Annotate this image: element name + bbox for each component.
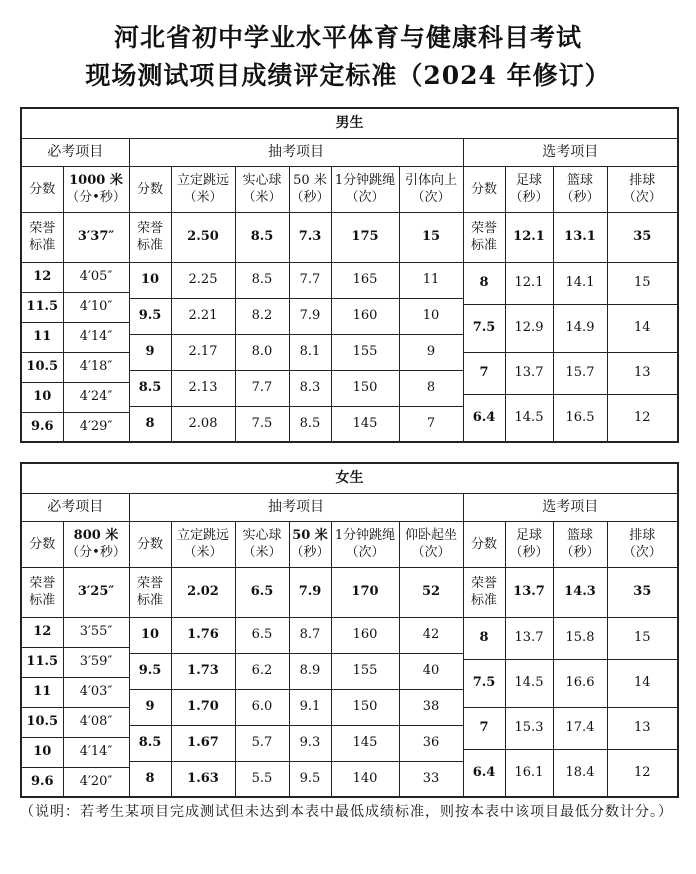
required-score-cell: 10 bbox=[21, 382, 63, 412]
draw-ball-cell: 6.0 bbox=[235, 689, 289, 725]
footnote: （说明：若考生某项目完成测试但未达到本表中最低成绩标准，则按本表中该项目最低分数计分。） bbox=[20, 804, 673, 820]
run-col-name: 1000 米 bbox=[69, 173, 123, 188]
score-col-header: 分数 bbox=[463, 166, 505, 212]
dash-col-header bbox=[289, 166, 331, 212]
elective-score-cell: 6.4 bbox=[463, 749, 505, 797]
required-run-cell: 3′59″ bbox=[63, 647, 129, 677]
rope-col-name: 1分钟跳绳 bbox=[334, 173, 396, 188]
elective-section-header: 选考项目 bbox=[463, 138, 678, 166]
draw-jump-cell: 1.63 bbox=[171, 761, 235, 797]
basketball-col-name: 篮球 bbox=[566, 528, 593, 543]
draw-score-cell: 9 bbox=[129, 334, 171, 370]
extra-col-header bbox=[399, 521, 463, 567]
draw-section-header: 抽考项目 bbox=[129, 493, 463, 521]
required-run-cell: 4′29″ bbox=[63, 412, 129, 442]
ball-col-unit: （米） bbox=[242, 545, 282, 560]
ball-col-header bbox=[235, 166, 289, 212]
draw-score-cell: 10 bbox=[129, 262, 171, 298]
rope-col-name: 1分钟跳绳 bbox=[334, 528, 396, 543]
draw-rope-cell: 145 bbox=[331, 725, 399, 761]
honor-label-line: 标准 bbox=[29, 238, 56, 253]
honor-rope-cell: 175 bbox=[331, 212, 399, 262]
extra-col-name: 仰卧起坐 bbox=[404, 528, 457, 543]
football-col-unit: （秒） bbox=[509, 190, 549, 205]
draw-jump-cell: 1.67 bbox=[171, 725, 235, 761]
honor-dash-cell: 7.3 bbox=[289, 212, 331, 262]
extra-col-unit: （次） bbox=[411, 190, 451, 205]
female-standards-table bbox=[20, 462, 679, 798]
elective-volleyball-cell: 14 bbox=[607, 304, 678, 352]
ball-col-name: 实心球 bbox=[242, 173, 282, 188]
required-section-header: 必考项目 bbox=[21, 138, 129, 166]
draw-rope-cell: 140 bbox=[331, 761, 399, 797]
run-col-name: 800 米 bbox=[73, 528, 119, 543]
rope-col-header bbox=[331, 521, 399, 567]
honor-football-cell: 13.7 bbox=[505, 567, 553, 617]
elective-score-cell: 8 bbox=[463, 617, 505, 659]
elective-football-cell: 14.5 bbox=[505, 394, 553, 442]
draw-score-cell: 10 bbox=[129, 617, 171, 653]
required-run-cell: 4′14″ bbox=[63, 322, 129, 352]
required-run-cell: 4′14″ bbox=[63, 737, 129, 767]
elective-basketball-cell: 14.9 bbox=[553, 304, 607, 352]
honor-label-line: 荣誉 bbox=[136, 576, 163, 591]
honor-label-line: 标准 bbox=[470, 238, 497, 253]
jump-col-name: 立定跳远 bbox=[176, 528, 229, 543]
basketball-col-unit: （秒） bbox=[560, 190, 600, 205]
rope-col-unit: （次） bbox=[345, 190, 385, 205]
honor-label-line: 标准 bbox=[470, 593, 497, 608]
elective-football-cell: 14.5 bbox=[505, 659, 553, 707]
draw-dash-cell: 8.1 bbox=[289, 334, 331, 370]
volleyball-col-header bbox=[607, 166, 678, 212]
draw-ball-cell: 7.7 bbox=[235, 370, 289, 406]
elective-volleyball-cell: 12 bbox=[607, 394, 678, 442]
jump-col-header bbox=[171, 166, 235, 212]
draw-jump-cell: 2.08 bbox=[171, 406, 235, 442]
draw-ball-cell: 8.5 bbox=[235, 262, 289, 298]
elective-volleyball-cell: 15 bbox=[607, 617, 678, 659]
honor-label-line: 荣誉 bbox=[470, 576, 497, 591]
dash-col-name: 50 米 bbox=[292, 528, 328, 543]
honor-label bbox=[463, 567, 505, 617]
elective-football-cell: 15.3 bbox=[505, 707, 553, 749]
elective-score-cell: 8 bbox=[463, 262, 505, 304]
draw-jump-cell: 1.73 bbox=[171, 653, 235, 689]
draw-extra-cell: 40 bbox=[399, 653, 463, 689]
honor-label-line: 标准 bbox=[136, 238, 163, 253]
draw-ball-cell: 5.7 bbox=[235, 725, 289, 761]
honor-extra-cell: 15 bbox=[399, 212, 463, 262]
gender-header: 男生 bbox=[21, 108, 678, 138]
basketball-col-name: 篮球 bbox=[566, 173, 593, 188]
volleyball-col-unit: （次） bbox=[622, 545, 662, 560]
football-col-name: 足球 bbox=[515, 528, 542, 543]
run-col-header bbox=[63, 521, 129, 567]
honor-label bbox=[463, 212, 505, 262]
draw-extra-cell: 33 bbox=[399, 761, 463, 797]
draw-rope-cell: 165 bbox=[331, 262, 399, 298]
draw-extra-cell: 9 bbox=[399, 334, 463, 370]
elective-football-cell: 16.1 bbox=[505, 749, 553, 797]
elective-volleyball-cell: 13 bbox=[607, 352, 678, 394]
draw-score-cell: 9.5 bbox=[129, 298, 171, 334]
draw-extra-cell: 42 bbox=[399, 617, 463, 653]
required-score-cell: 11 bbox=[21, 677, 63, 707]
dash-col-header bbox=[289, 521, 331, 567]
draw-jump-cell: 2.25 bbox=[171, 262, 235, 298]
jump-col-unit: （米） bbox=[183, 545, 223, 560]
extra-col-name: 引体向上 bbox=[404, 173, 457, 188]
honor-label bbox=[21, 567, 63, 617]
score-col-header: 分数 bbox=[129, 521, 171, 567]
ball-col-unit: （米） bbox=[242, 190, 282, 205]
draw-extra-cell: 36 bbox=[399, 725, 463, 761]
jump-col-name: 立定跳远 bbox=[176, 173, 229, 188]
elective-basketball-cell: 17.4 bbox=[553, 707, 607, 749]
required-section-header: 必考项目 bbox=[21, 493, 129, 521]
required-score-cell: 10.5 bbox=[21, 352, 63, 382]
required-run-cell: 4′03″ bbox=[63, 677, 129, 707]
draw-jump-cell: 2.13 bbox=[171, 370, 235, 406]
basketball-col-header bbox=[553, 166, 607, 212]
elective-basketball-cell: 15.8 bbox=[553, 617, 607, 659]
honor-label bbox=[21, 212, 63, 262]
elective-football-cell: 12.9 bbox=[505, 304, 553, 352]
rope-col-unit: （次） bbox=[345, 545, 385, 560]
honor-label-line: 荣誉 bbox=[29, 221, 56, 236]
draw-rope-cell: 160 bbox=[331, 298, 399, 334]
draw-ball-cell: 8.0 bbox=[235, 334, 289, 370]
honor-jump-cell: 2.02 bbox=[171, 567, 235, 617]
dash-col-unit: （秒） bbox=[290, 190, 330, 205]
jump-col-header bbox=[171, 521, 235, 567]
draw-extra-cell: 38 bbox=[399, 689, 463, 725]
dash-col-name: 50 米 bbox=[293, 173, 327, 188]
elective-score-cell: 7 bbox=[463, 352, 505, 394]
elective-score-cell: 6.4 bbox=[463, 394, 505, 442]
elective-volleyball-cell: 12 bbox=[607, 749, 678, 797]
honor-ball-cell: 8.5 bbox=[235, 212, 289, 262]
draw-extra-cell: 8 bbox=[399, 370, 463, 406]
draw-dash-cell: 9.5 bbox=[289, 761, 331, 797]
draw-ball-cell: 8.2 bbox=[235, 298, 289, 334]
draw-extra-cell: 10 bbox=[399, 298, 463, 334]
draw-ball-cell: 7.5 bbox=[235, 406, 289, 442]
page-subtitle: 现场测试项目成绩评定标准（2024 年修订） bbox=[85, 61, 611, 90]
draw-dash-cell: 8.3 bbox=[289, 370, 331, 406]
run-col-unit: （分•秒） bbox=[66, 190, 126, 205]
elective-basketball-cell: 16.5 bbox=[553, 394, 607, 442]
elective-volleyball-cell: 14 bbox=[607, 659, 678, 707]
required-score-cell: 10.5 bbox=[21, 707, 63, 737]
elective-volleyball-cell: 13 bbox=[607, 707, 678, 749]
draw-section-header: 抽考项目 bbox=[129, 138, 463, 166]
draw-rope-cell: 150 bbox=[331, 370, 399, 406]
honor-basketball-cell: 13.1 bbox=[553, 212, 607, 262]
honor-ball-cell: 6.5 bbox=[235, 567, 289, 617]
volleyball-col-name: 排球 bbox=[629, 528, 656, 543]
score-col-header: 分数 bbox=[129, 166, 171, 212]
basketball-col-header bbox=[553, 521, 607, 567]
football-col-header bbox=[505, 521, 553, 567]
score-col-header: 分数 bbox=[21, 166, 63, 212]
run-col-header bbox=[63, 166, 129, 212]
draw-extra-cell: 7 bbox=[399, 406, 463, 442]
draw-dash-cell: 8.7 bbox=[289, 617, 331, 653]
honor-label-line: 荣誉 bbox=[29, 576, 56, 591]
required-run-cell: 4′10″ bbox=[63, 292, 129, 322]
honor-label bbox=[129, 212, 171, 262]
draw-dash-cell: 9.3 bbox=[289, 725, 331, 761]
draw-dash-cell: 7.9 bbox=[289, 298, 331, 334]
elective-basketball-cell: 18.4 bbox=[553, 749, 607, 797]
draw-rope-cell: 150 bbox=[331, 689, 399, 725]
honor-volleyball-cell: 35 bbox=[607, 567, 678, 617]
run-col-unit: （分•秒） bbox=[66, 545, 126, 560]
draw-rope-cell: 155 bbox=[331, 334, 399, 370]
elective-section-header: 选考项目 bbox=[463, 493, 678, 521]
draw-jump-cell: 2.17 bbox=[171, 334, 235, 370]
draw-score-cell: 8 bbox=[129, 406, 171, 442]
draw-score-cell: 8.5 bbox=[129, 370, 171, 406]
extra-col-unit: （次） bbox=[411, 545, 451, 560]
draw-extra-cell: 11 bbox=[399, 262, 463, 298]
volleyball-col-name: 排球 bbox=[629, 173, 656, 188]
elective-football-cell: 13.7 bbox=[505, 352, 553, 394]
volleyball-col-unit: （次） bbox=[622, 190, 662, 205]
draw-ball-cell: 5.5 bbox=[235, 761, 289, 797]
required-score-cell: 9.6 bbox=[21, 412, 63, 442]
elective-score-cell: 7 bbox=[463, 707, 505, 749]
honor-dash-cell: 7.9 bbox=[289, 567, 331, 617]
draw-score-cell: 9 bbox=[129, 689, 171, 725]
extra-col-header bbox=[399, 166, 463, 212]
required-score-cell: 10 bbox=[21, 737, 63, 767]
football-col-unit: （秒） bbox=[509, 545, 549, 560]
honor-label bbox=[129, 567, 171, 617]
honor-run-cell: 3′25″ bbox=[63, 567, 129, 617]
draw-ball-cell: 6.5 bbox=[235, 617, 289, 653]
football-col-name: 足球 bbox=[515, 173, 542, 188]
draw-jump-cell: 1.76 bbox=[171, 617, 235, 653]
required-run-cell: 4′05″ bbox=[63, 262, 129, 292]
draw-rope-cell: 145 bbox=[331, 406, 399, 442]
elective-score-cell: 7.5 bbox=[463, 304, 505, 352]
honor-label-line: 荣誉 bbox=[136, 221, 163, 236]
honor-extra-cell: 52 bbox=[399, 567, 463, 617]
required-score-cell: 11.5 bbox=[21, 647, 63, 677]
basketball-col-unit: （秒） bbox=[560, 545, 600, 560]
required-run-cell: 4′24″ bbox=[63, 382, 129, 412]
ball-col-header bbox=[235, 521, 289, 567]
required-run-cell: 4′18″ bbox=[63, 352, 129, 382]
elective-volleyball-cell: 15 bbox=[607, 262, 678, 304]
honor-label-line: 荣誉 bbox=[470, 221, 497, 236]
required-run-cell: 4′08″ bbox=[63, 707, 129, 737]
draw-rope-cell: 160 bbox=[331, 617, 399, 653]
draw-ball-cell: 6.2 bbox=[235, 653, 289, 689]
required-run-cell: 3′55″ bbox=[63, 617, 129, 647]
honor-basketball-cell: 14.3 bbox=[553, 567, 607, 617]
required-score-cell: 11 bbox=[21, 322, 63, 352]
honor-label-line: 标准 bbox=[136, 593, 163, 608]
elective-basketball-cell: 15.7 bbox=[553, 352, 607, 394]
football-col-header bbox=[505, 166, 553, 212]
elective-basketball-cell: 14.1 bbox=[553, 262, 607, 304]
draw-dash-cell: 7.7 bbox=[289, 262, 331, 298]
required-score-cell: 12 bbox=[21, 262, 63, 292]
honor-label-line: 标准 bbox=[29, 593, 56, 608]
volleyball-col-header bbox=[607, 521, 678, 567]
draw-score-cell: 8.5 bbox=[129, 725, 171, 761]
required-score-cell: 9.6 bbox=[21, 767, 63, 797]
score-col-header: 分数 bbox=[463, 521, 505, 567]
honor-volleyball-cell: 35 bbox=[607, 212, 678, 262]
page-title: 河北省初中学业水平体育与健康科目考试 bbox=[113, 23, 582, 52]
honor-run-cell: 3′37″ bbox=[63, 212, 129, 262]
draw-jump-cell: 2.21 bbox=[171, 298, 235, 334]
rope-col-header bbox=[331, 166, 399, 212]
honor-football-cell: 12.1 bbox=[505, 212, 553, 262]
honor-jump-cell: 2.50 bbox=[171, 212, 235, 262]
draw-dash-cell: 9.1 bbox=[289, 689, 331, 725]
dash-col-unit: （秒） bbox=[290, 545, 330, 560]
draw-jump-cell: 1.70 bbox=[171, 689, 235, 725]
draw-dash-cell: 8.9 bbox=[289, 653, 331, 689]
draw-rope-cell: 155 bbox=[331, 653, 399, 689]
elective-score-cell: 7.5 bbox=[463, 659, 505, 707]
jump-col-unit: （米） bbox=[183, 190, 223, 205]
score-col-header: 分数 bbox=[21, 521, 63, 567]
ball-col-name: 实心球 bbox=[242, 528, 282, 543]
required-score-cell: 11.5 bbox=[21, 292, 63, 322]
male-standards-table bbox=[20, 107, 679, 443]
draw-score-cell: 8 bbox=[129, 761, 171, 797]
elective-basketball-cell: 16.6 bbox=[553, 659, 607, 707]
honor-rope-cell: 170 bbox=[331, 567, 399, 617]
elective-football-cell: 12.1 bbox=[505, 262, 553, 304]
draw-score-cell: 9.5 bbox=[129, 653, 171, 689]
required-score-cell: 12 bbox=[21, 617, 63, 647]
gender-header: 女生 bbox=[21, 463, 678, 493]
draw-dash-cell: 8.5 bbox=[289, 406, 331, 442]
elective-football-cell: 13.7 bbox=[505, 617, 553, 659]
required-run-cell: 4′20″ bbox=[63, 767, 129, 797]
